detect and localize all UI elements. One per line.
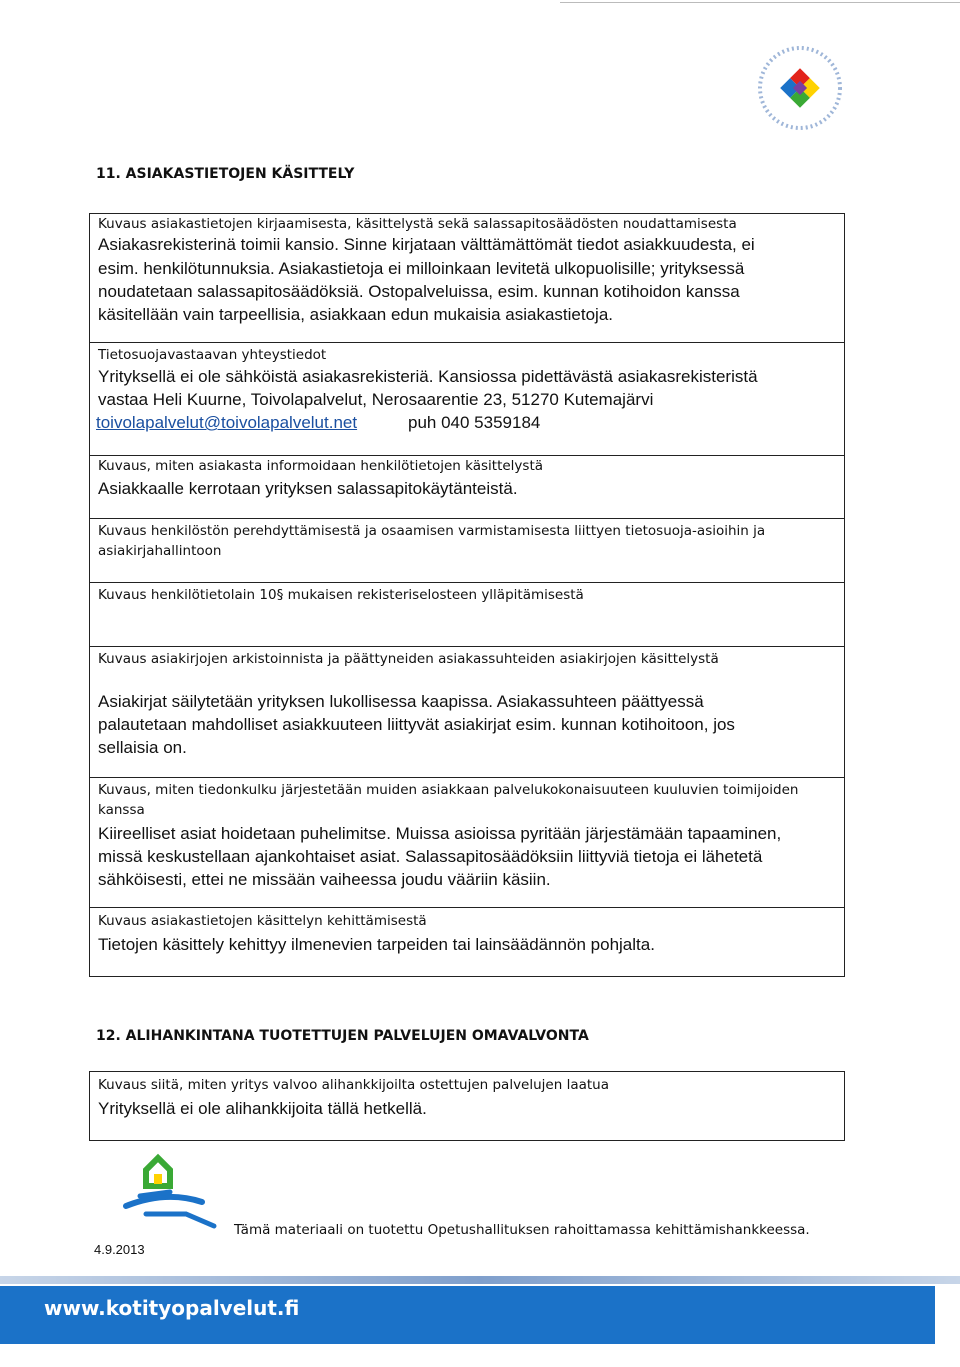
- footer-stripe: [0, 1276, 960, 1284]
- box-text-line: käsitellään vain tarpeellisia, asiakkaan edun mukaisia asiakastietoja.: [98, 305, 614, 324]
- box-text-line: esim. henkilötunnuksia. Asiakastietoja ei milloinkaan levitetä ulkopuolisille; yrityksessä: [98, 259, 745, 278]
- register-statement-box: [89, 583, 845, 647]
- box-label: Kuvaus henkilötietolain 10§ mukaisen rekisteriselosteen ylläpitämisestä: [98, 587, 584, 603]
- records-description-box: [89, 213, 845, 343]
- email-link[interactable]: toivolapalvelut@toivolapalvelut.net: [96, 413, 358, 432]
- box-text-line: Tietojen käsittely kehittyy ilmenevien tarpeiden tai lainsäädännön pohjalta.: [98, 935, 655, 954]
- box-label: Tietosuojavastaavan yhteystiedot: [98, 347, 327, 363]
- box-text-line: Yrityksellä ei ole sähköistä asiakasrekisteriä. Kansiossa pidettävästä asiakasrekisteristä: [98, 367, 758, 386]
- box-label: Kuvaus, miten tiedonkulku järjestetään muiden asiakkaan palvelukokonaisuuteen kuuluvien toimijoiden: [98, 782, 799, 798]
- box-text-line: Asiakkaalle kerrotaan yrityksen salassapitokäytänteistä.: [98, 479, 518, 498]
- archiving-box: [89, 647, 845, 778]
- running-figure-house-logo-icon: [106, 1150, 222, 1230]
- section-heading-11: 11. ASIAKASTIETOJEN KÄSITTELY: [96, 166, 355, 182]
- development-box: [89, 908, 845, 977]
- box-label: Kuvaus, miten asiakasta informoidaan henkilötietojen käsittelystä: [98, 458, 544, 474]
- data-protection-contact-box: [89, 343, 845, 456]
- box-label: Kuvaus henkilöstön perehdyttämisestä ja osaamisen varmistamisesta liittyen tietosuoja-asioihin ja: [98, 523, 766, 539]
- box-text-line: vastaa Heli Kuurne, Toivolapalvelut, Nerosaarentie 23, 51270 Kutemajärvi: [98, 390, 654, 409]
- box-label: Kuvaus siitä, miten yritys valvoo alihankkijoilta ostettujen palvelujen laatua: [98, 1077, 609, 1093]
- box-text-line: Kiireelliset asiat hoidetaan puhelimitse. Muissa asioissa pyritään järjestämään tapaaminen,: [98, 824, 782, 843]
- box-label: Kuvaus asiakastietojen kirjaamisesta, käsittelystä sekä salassapitosäädösten noudattamisesta: [98, 216, 737, 232]
- subcontracting-box: [89, 1071, 845, 1141]
- box-text-line: noudatetaan salassapitosäädöksiä. Ostopalveluissa, esim. kunnan kotihoidon kanssa: [98, 282, 740, 301]
- box-label: kanssa: [98, 802, 145, 818]
- box-text-line: palautetaan mahdolliset asiakkuuteen liittyvät asiakirjat esim. kunnan kotihoitoon, jos: [98, 715, 735, 734]
- phone-number: puh 040 5359184: [408, 413, 541, 432]
- box-text-line: Asiakirjat säilytetään yrityksen lukollisessa kaapissa. Asiakassuhteen päättyessä: [98, 692, 704, 711]
- staff-orientation-box: [89, 519, 845, 583]
- box-text-line: sellaisia on.: [98, 738, 187, 757]
- box-label: asiakirjahallintoon: [98, 543, 222, 559]
- box-label: Kuvaus asiakastietojen käsittelyn kehittämisestä: [98, 913, 427, 929]
- information-flow-box: [89, 778, 845, 908]
- section-heading-12: 12. ALIHANKINTANA TUOTETTUJEN PALVELUJEN OMAVALVONTA: [96, 1028, 589, 1044]
- footer-website-link[interactable]: www.kotityopalvelut.fi: [44, 1296, 300, 1320]
- funding-note: Tämä materiaali on tuotettu Opetushallituksen rahoittamassa kehittämishankkeessa.: [234, 1222, 810, 1238]
- colorful-diamond-logo-icon: [752, 40, 848, 136]
- box-text-line: Asiakasrekisterinä toimii kansio. Sinne kirjataan välttämättömät tiedot asiakkuudesta, ei: [98, 235, 755, 254]
- scan-edge-line: [560, 2, 960, 3]
- box-text-line: sähköisesti, ettei ne missään vaiheessa joudu vääriin käsiin.: [98, 870, 551, 889]
- box-text-line: missä keskustellaan ajankohtaiset asiat. Salassapitosäädöksiin liittyviä tietoja ei lähetetä: [98, 847, 763, 866]
- box-text-line: Yrityksellä ei ole alihankkijoita tällä hetkellä.: [98, 1099, 427, 1118]
- customer-informing-box: [89, 456, 845, 519]
- document-date: 4.9.2013: [94, 1242, 145, 1257]
- box-label: Kuvaus asiakirjojen arkistoinnista ja päättyneiden asiakassuhteiden asiakirjojen käsittelystä: [98, 651, 719, 667]
